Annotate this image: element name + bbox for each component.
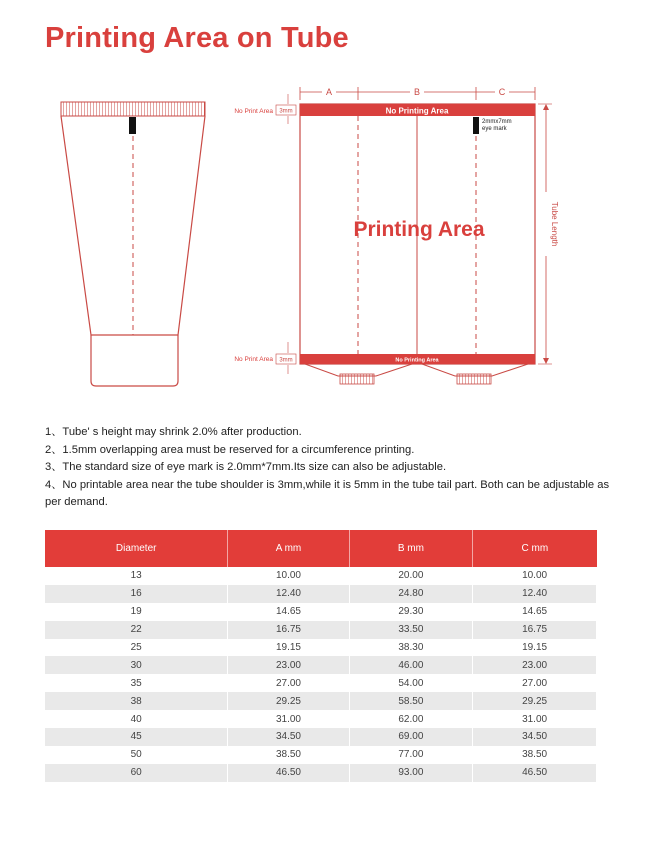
table-cell: 16 — [45, 585, 228, 603]
table-cell: 27.00 — [473, 674, 597, 692]
page-title: Printing Area on Tube — [45, 22, 349, 54]
table-cell: 14.65 — [473, 603, 597, 621]
table-cell: 16.75 — [228, 621, 349, 639]
table-cell: 16.75 — [473, 621, 597, 639]
header-diameter: Diameter — [45, 530, 228, 567]
table-cell: 34.50 — [228, 728, 349, 746]
table-cell: 30 — [45, 656, 228, 674]
table-cell: 93.00 — [349, 764, 473, 782]
table-cell: 13 — [45, 567, 228, 585]
table-cell: 38 — [45, 692, 228, 710]
mm3-bottom-label: 3mm — [279, 357, 293, 364]
table-row — [45, 674, 597, 692]
table-cell: 19.15 — [228, 639, 349, 657]
no-print-annotations — [234, 94, 296, 374]
table-cell: 46.00 — [349, 656, 473, 674]
table-row — [45, 603, 597, 621]
table-cell: 29.25 — [473, 692, 597, 710]
table-cell: 34.50 — [473, 728, 597, 746]
table-cell: 33.50 — [349, 621, 473, 639]
tube-crimp-hatch — [61, 102, 205, 116]
mm3-top-label: 3mm — [279, 108, 293, 115]
tube-length-dimension — [538, 104, 559, 364]
table-cell: 31.00 — [473, 710, 597, 728]
table-cell: 19.15 — [473, 639, 597, 657]
table-cell: 10.00 — [228, 567, 349, 585]
notes-list — [45, 424, 610, 512]
tube-cap — [91, 335, 178, 386]
table-cell: 38.30 — [349, 639, 473, 657]
label-a: A — [325, 87, 333, 97]
eye-mark — [473, 117, 479, 134]
header-b-mm: B mm — [349, 530, 473, 567]
table-cell: 77.00 — [349, 746, 473, 764]
table-cell: 31.00 — [228, 710, 349, 728]
table-cell: 45 — [45, 728, 228, 746]
table-cell: 19 — [45, 603, 228, 621]
table-row — [45, 764, 597, 782]
table-row — [45, 728, 597, 746]
table-row — [45, 621, 597, 639]
table-row — [45, 746, 597, 764]
tube-outline — [61, 102, 205, 386]
note-3: 3、The standard size of eye mark is 2.0mm*7mm.Its size can also be adjustable. — [45, 461, 447, 473]
table-cell: 14.65 — [228, 603, 349, 621]
table-header-row — [45, 530, 597, 567]
note-4: 4、No printable area near the tube shoulder is 3mm,while it is 5mm in the tube tail part. Both can be adjustable as per demand. — [45, 478, 610, 508]
table-cell: 60 — [45, 764, 228, 782]
table-cell: 12.40 — [473, 585, 597, 603]
note-2: 2、1.5mm overlapping area must be reserved for a circumference printing. — [45, 443, 415, 456]
table-cell: 46.50 — [473, 764, 597, 782]
flat-tube — [300, 104, 535, 364]
eye-mark-size-label: 2mmx7mm — [482, 119, 512, 125]
no-print-area-bottom-label: No Print Area — [234, 356, 273, 363]
dimension-abc — [300, 87, 535, 100]
tube-length-label: Tube Length — [550, 201, 559, 247]
table-row — [45, 639, 597, 657]
table-cell: 46.50 — [228, 764, 349, 782]
table-cell: 40 — [45, 710, 228, 728]
table-cell: 38.50 — [228, 746, 349, 764]
table-cell: 58.50 — [349, 692, 473, 710]
table-cell: 23.00 — [228, 656, 349, 674]
no-print-area-top-label: No Print Area — [234, 108, 273, 115]
table-cell: 69.00 — [349, 728, 473, 746]
table-cell: 24.80 — [349, 585, 473, 603]
label-c: C — [498, 87, 506, 97]
table-row — [45, 567, 597, 585]
table-cell: 50 — [45, 746, 228, 764]
table-cell: 22 — [45, 621, 228, 639]
table-cell: 25 — [45, 639, 228, 657]
table-cell: 29.30 — [349, 603, 473, 621]
table-body — [45, 567, 597, 782]
header-c-mm: C mm — [473, 530, 597, 567]
printing-area-label: Printing Area — [353, 218, 485, 241]
table-cell: 38.50 — [473, 746, 597, 764]
header-a-mm: A mm — [228, 530, 349, 567]
table-cell: 10.00 — [473, 567, 597, 585]
table-row — [45, 692, 597, 710]
table-cell: 54.00 — [349, 674, 473, 692]
table-cell: 20.00 — [349, 567, 473, 585]
table-cell: 62.00 — [349, 710, 473, 728]
eye-mark-label: eye mark — [482, 126, 507, 132]
table-cell: 35 — [45, 674, 228, 692]
tube-diagram — [0, 80, 650, 400]
label-b: B — [413, 87, 421, 97]
tube-eye-mark — [129, 117, 136, 134]
table-row — [45, 656, 597, 674]
no-printing-area-top-label: No Printing Area — [385, 106, 449, 116]
flat-tube-caps — [305, 364, 528, 384]
table-row — [45, 585, 597, 603]
cap-right-thread — [457, 374, 491, 384]
table-cell: 23.00 — [473, 656, 597, 674]
table-cell: 12.40 — [228, 585, 349, 603]
table-row — [45, 710, 597, 728]
no-printing-area-bottom-label: No Printing Area — [395, 357, 439, 364]
note-1: 1、Tube' s height may shrink 2.0% after production. — [45, 426, 302, 438]
table-cell: 27.00 — [228, 674, 349, 692]
cap-left-thread — [340, 374, 374, 384]
table-cell: 29.25 — [228, 692, 349, 710]
size-table — [45, 530, 597, 782]
